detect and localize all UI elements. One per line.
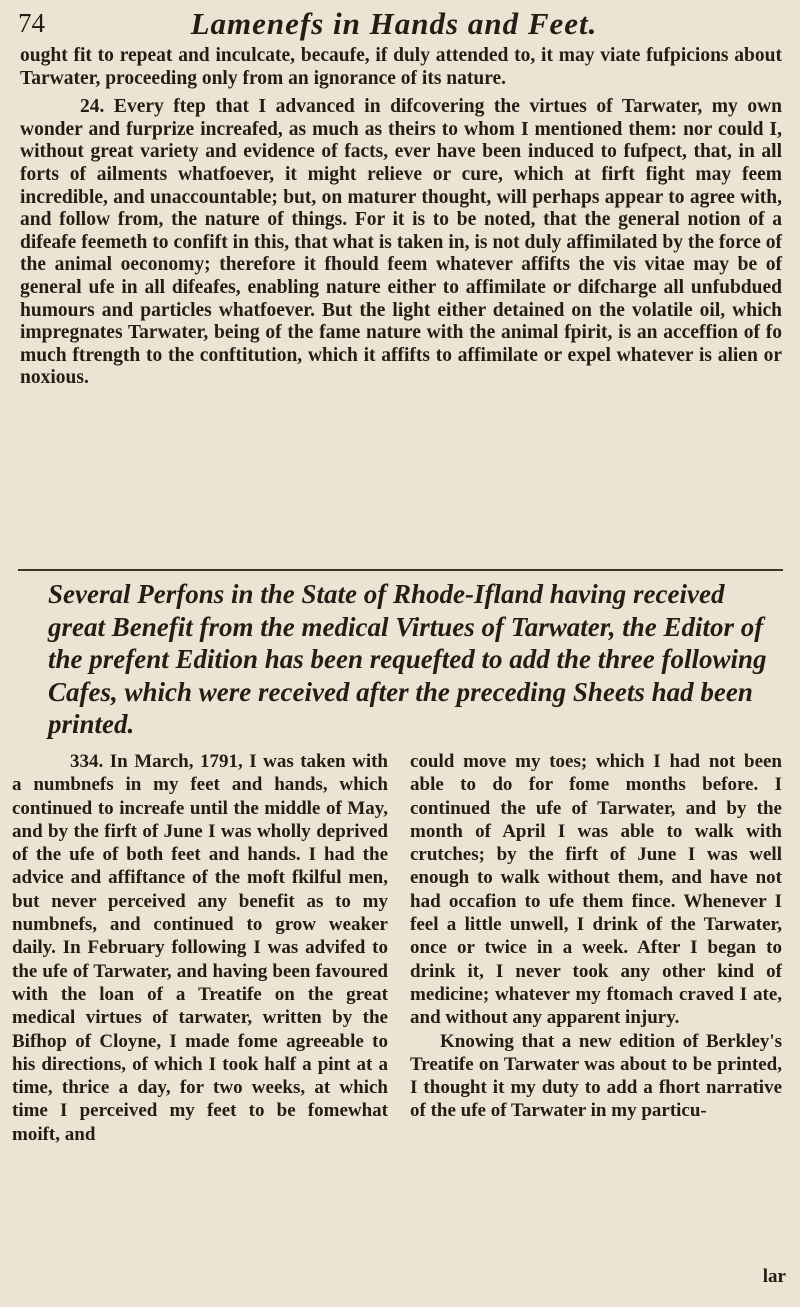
page-number: 74 [18, 8, 45, 38]
case-334-paragraph-continued: could move my toes; which I had not been able to do for fome months before. I continued the ufe of Tarwater, and by the month of April I was able to walk with crutches; by the firft of June I was well enough to walk without them, and have not had occafion to ufe them fince. Whenever I feel a little unwell, I drink of the Tarwater, once or twice in a week. After I began to drink it, I never took any other kind of medicine; whatever my ftomach craved I ate, and without any apparent injury. [410, 751, 782, 1029]
editor-notice-text: Several Perfons in the State of Rhode-Ifland having received great Benefit from the medical Virtues of Tarwater, the Editor of the prefent Edition has been requefted to add the three following Cafes, which were received after the preceding Sheets had been printed. [48, 579, 767, 739]
running-title: Lamenefs in Hands and Feet. [190, 6, 598, 41]
editor-notice [48, 578, 776, 741]
paragraph-24: 24. Every ftep that I advanced in difcovering the virtues of Tarwater, my own wonder and furprize increafed, as much as theirs to whom I mentioned them: nor could I, without great variety and evidence of facts, ever have been induced to fufpect, that, in all forts of ailments whatfoever, it might relieve or cure, which at firft fight may feem incredible, and unaccountable; but, on maturer thought, will perhaps appear to agree with, and follow from, the nature of things. For it is to be noted, that the general notion of a difeafe feemeth to confift in this, that what is taken in, is not duly affimilated by the force of the animal oeconomy; therefore it fhould feem whatever affifts the vis vitae may be of general ufe in all difeafes, enabling nature either to affimilate or difcharge all unfubdued humours and particles whatfoever. But the light either detained on the volatile oil, which impregnates Tarwater, being of the fame nature with the animal fpirit, is an acceffion of fo much ftrength to the conftitution, which it affifts to affimilate or expel whatever is alien or noxious. [20, 96, 782, 389]
case-334-paragraph-knowing: Knowing that a new edition of Berkley's Treatife on Tarwater was about to be printed, I thought it my duty to add a fhort narrative of the ufe of Tarwater in my particu- [410, 1030, 782, 1122]
case-334-columns [12, 750, 788, 1270]
catchword: lar [762, 1266, 786, 1287]
intro-section [20, 45, 782, 390]
section-divider [18, 569, 783, 571]
running-head [18, 6, 770, 46]
case-334-paragraph-start: 334. In March, 1791, I was taken with a numbnefs in my feet and hands, which continued to increafe until the middle of May, and by the firft of June I was wholly deprived of the ufe of both feet and hands. I had the advice and affiftance of the moft fkilful men, but never perceived any benefit as to my numbnefs, and continued to grow weaker daily. In February following I was advifed to the ufe of Tarwater, and having been favoured with the loan of a Treatife on the great medical virtues of tarwater, written by the Bifhop of Cloyne, I made fome agreeable to his directions, of which I took half a pint at a time, thrice a day, for two weeks, at which time I perceived my feet to be fomewhat moift, and [12, 751, 388, 1145]
left-column [12, 750, 388, 1146]
continued-paragraph: ought fit to repeat and inculcate, becaufe, if duly attended to, it may viate fufpicions about Tarwater, proceeding only from an ignorance of its nature. [20, 45, 782, 89]
right-column [410, 750, 782, 1123]
